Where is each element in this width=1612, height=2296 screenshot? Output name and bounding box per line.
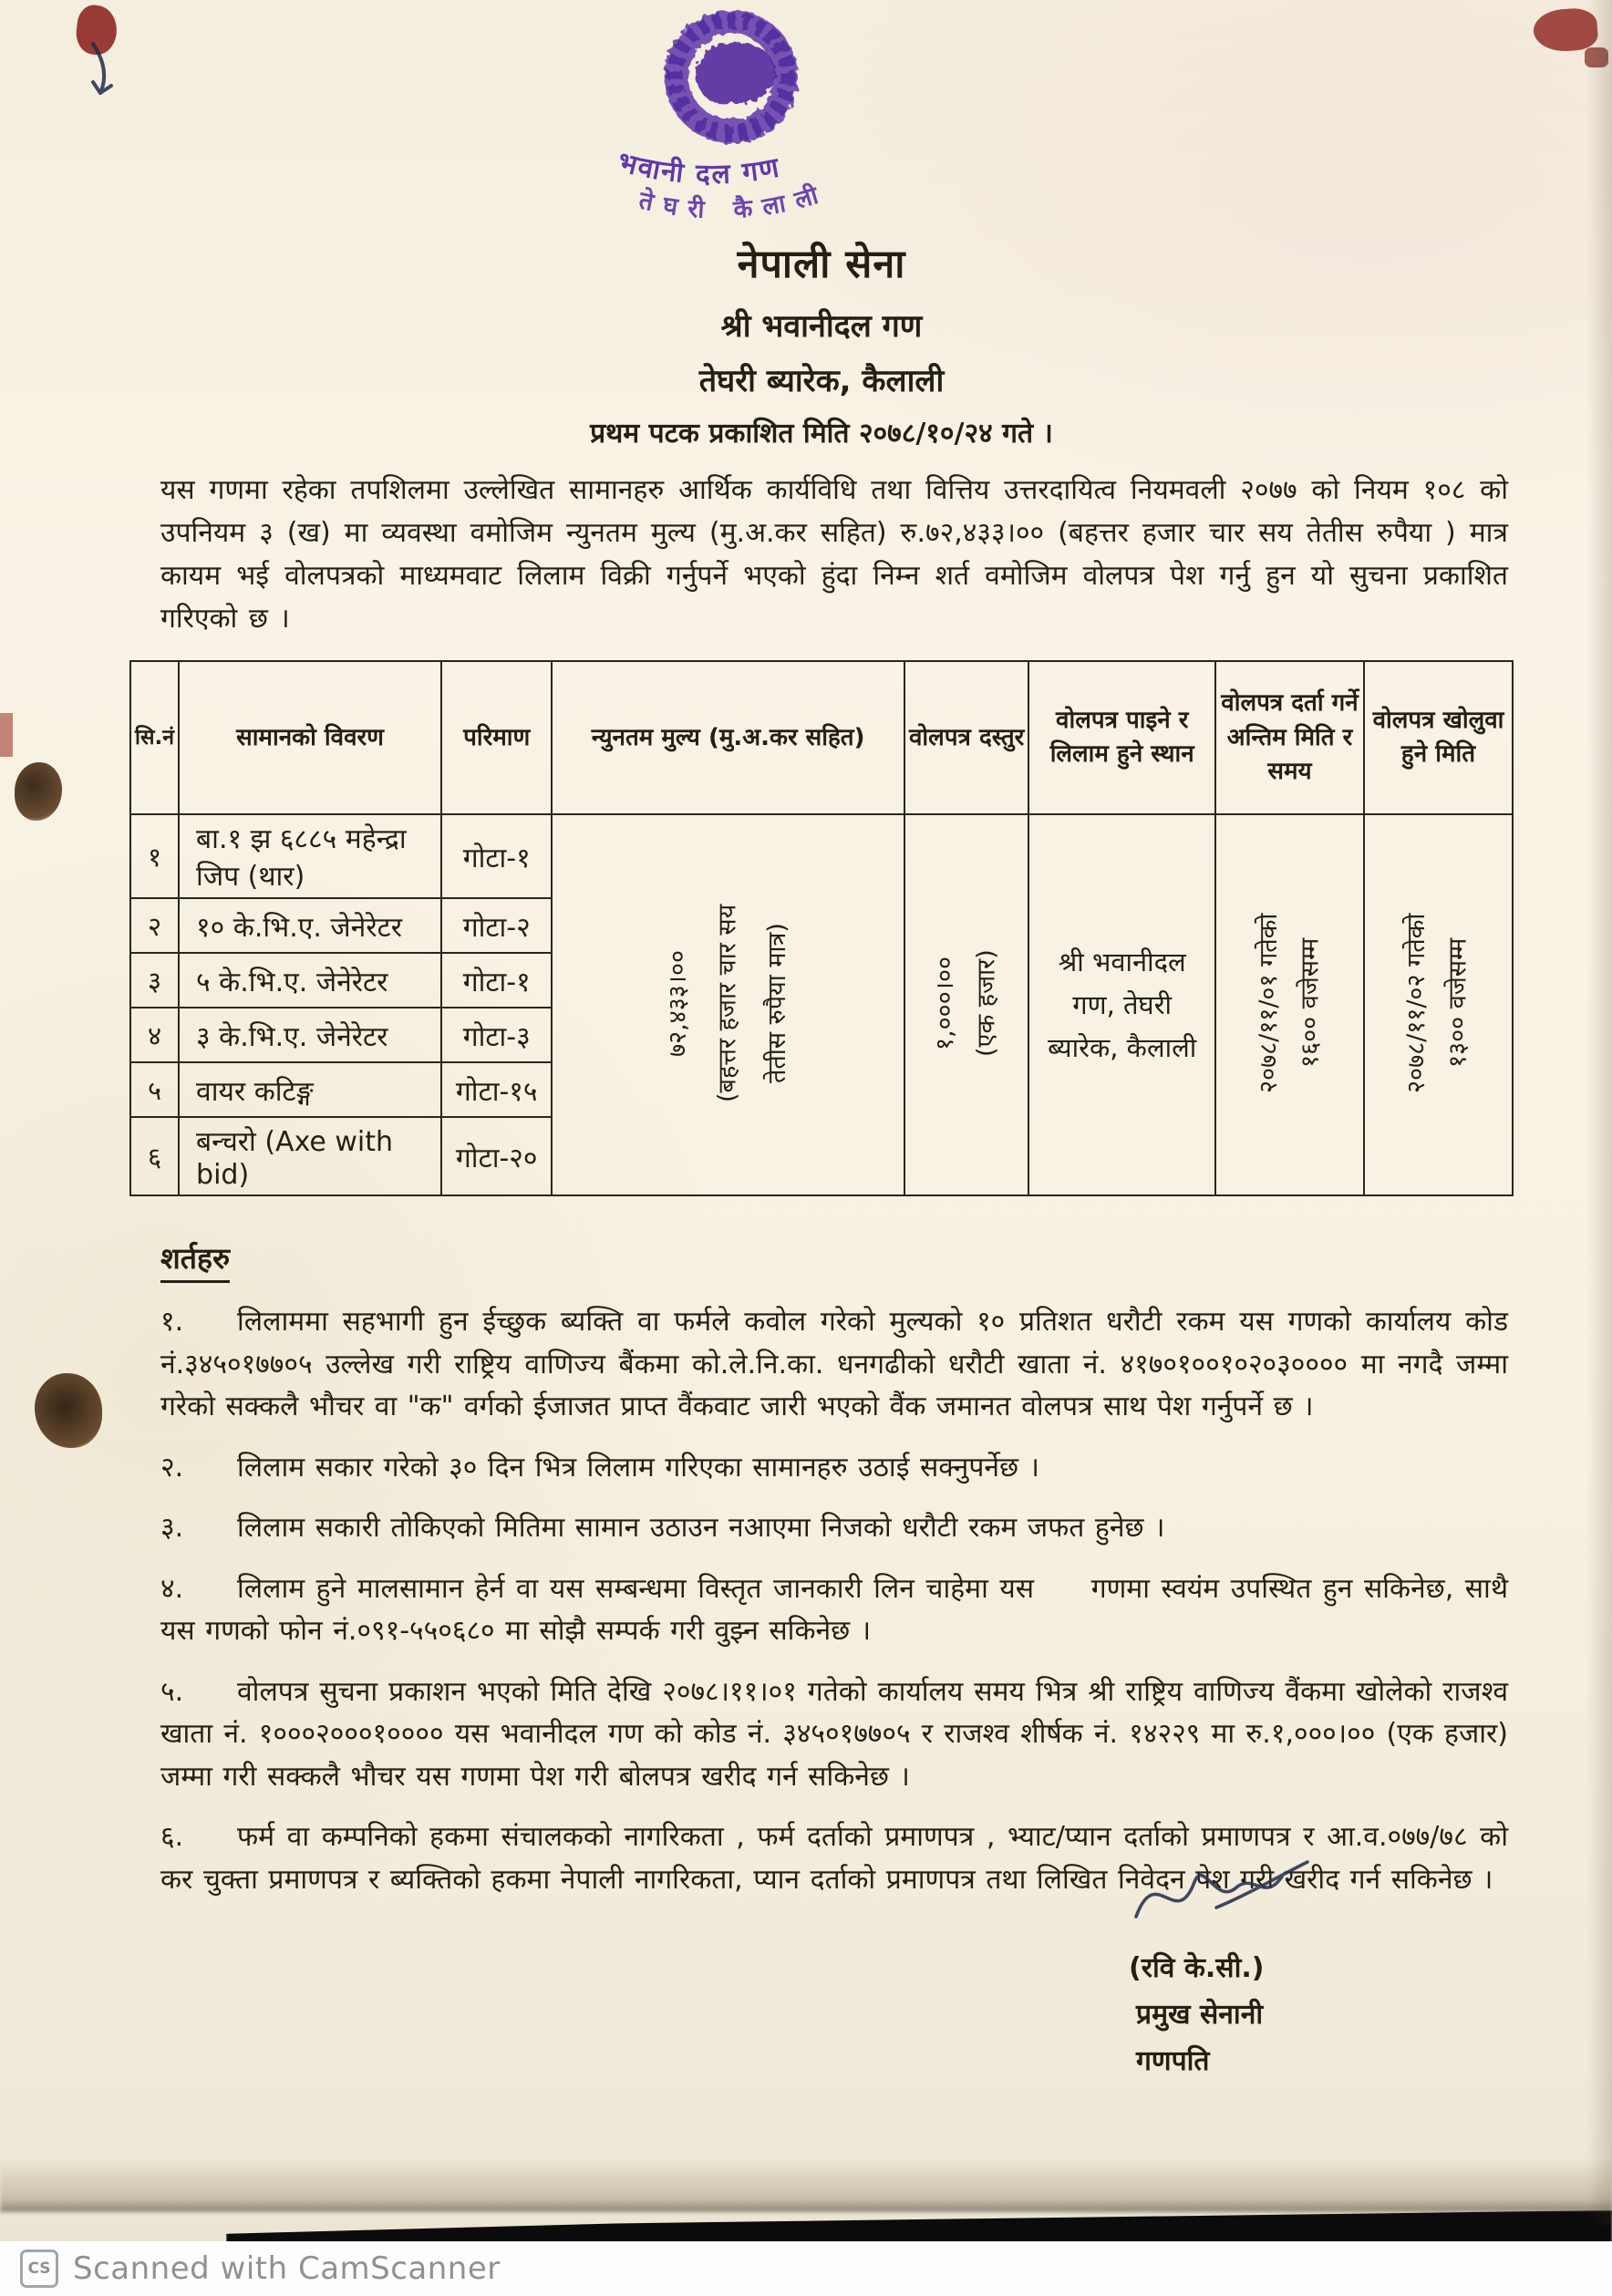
cell-sn: ५ — [130, 1062, 179, 1117]
term-text: वोलपत्र सुचना प्रकाशन भएको मिति देखि २०७८।११।०१ गतेको कार्यालय समय भित्र श्री राष्ट्रिय वाणिज्य वैंकमा खोलेको राजश्व खाता नं. १०००२०००१०००० यस भवानीदल गण को कोड नं. ३४५०१७७०५ र राजश्व शीर्षक नं. १४२२९ मा रु.१,०००।०० (एक हजार) जम्मा गरी सक्कलै भौचर यस गणमा पेश गरी बोलपत्र खरीद गर्न सकिनेछ । — [160, 1675, 1508, 1793]
seal-text-line2: तेघरी कैलाली — [636, 178, 832, 225]
table-row — [130, 814, 1513, 898]
brown-stain-left-edge — [15, 762, 62, 821]
open-date-date: २०७८/११/०२ गतेको — [1402, 913, 1431, 1094]
page-curl-shadow — [0, 2159, 1612, 2212]
cell-sn: ३ — [130, 953, 179, 1008]
cell-qty: गोटा-३ — [441, 1008, 552, 1062]
org-title: नेपाली सेना — [737, 242, 906, 287]
camscanner-text: Scanned with CamScanner — [73, 2250, 501, 2287]
cell-sn: १ — [130, 814, 179, 898]
term-item-4 — [160, 1568, 1508, 1653]
term-item-1 — [160, 1301, 1508, 1429]
cell-qty: गोटा-१५ — [441, 1062, 552, 1117]
term-number: २. — [160, 1451, 184, 1484]
min-price-amount: ७२,४३३।०० — [663, 949, 692, 1057]
cell-qty: गोटा-२० — [441, 1117, 552, 1195]
red-mark-left-edge — [0, 713, 13, 757]
brown-stain-left-edge-2 — [35, 1373, 102, 1448]
col-header-sn: सि.नं — [130, 661, 179, 814]
term-text: लिलाममा सहभागी हुन ईच्छुक ब्यक्ति वा फर्मले कवोल गरेको मुल्यको १० प्रतिशत धरौटी रकम यस गणको कार्यालय कोड नं.३४५०१७७०५ उल्लेख गरी राष्ट्रिय वाणिज्य बैंकमा को.ले.नि.का. धनगढीको धरौटी खाता नं. ४१७०१००१०२०३०००० मा नगदै जम्मा गरेको सक्कलै भौचर वा "क" वर्गको ईजाजत प्राप्त वैंकवाट जारी भएको वैंक जमानत वोलपत्र साथ पेश गर्नुपर्ने छ । — [160, 1306, 1508, 1423]
cell-qty: गोटा-१ — [441, 953, 552, 1008]
term-number: १. — [160, 1306, 184, 1339]
term-number: ४. — [160, 1572, 184, 1605]
fee-amount: १,०००।०० — [931, 956, 960, 1050]
cell-place: श्री भवानीदल गण, तेघरी ब्यारेक, कैलाली — [1028, 814, 1215, 1195]
term-number: ५. — [160, 1675, 184, 1708]
unit-title: श्री भवानीदल गण — [720, 308, 923, 345]
cell-reg-deadline — [1215, 814, 1364, 1195]
term-text: फर्म वा कम्पनिको हकमा संचालकको नागरिकता , फर्म दर्ताको प्रमाणपत्र , भ्याट/प्यान दर्ताको प्रमाणपत्र र आ.व.०७७/७८ को कर चुक्ता प्रमाणपत्र र ब्यक्तिको हकमा नेपाली नागरिकता, प्यान दर्ताको प्रमाणपत्र तथा लिखित निवेदन पेश गरी खरीद गर्न सकिनेछ । — [160, 1821, 1508, 1896]
camscanner-icon: CS — [20, 2249, 58, 2288]
col-header-fee: वोलपत्र दस्तुर — [904, 661, 1028, 814]
min-price-words-1: (बहत्तर हजार चार सय — [713, 904, 742, 1102]
col-header-open-date: वोलपत्र खोलुवा हुने मिति — [1364, 661, 1513, 814]
terms-heading: शर्तहरु — [160, 1238, 230, 1283]
terms-section — [160, 1238, 1508, 1901]
open-date-time: १३०० वजेसम्म — [1443, 938, 1472, 1069]
cell-item: ५ के.भि.ए. जेनेरेटर — [179, 953, 441, 1008]
cell-fee — [904, 814, 1028, 1195]
reg-deadline-time: १६०० वजेसम्म — [1296, 938, 1324, 1069]
cell-item: बन्चरो (Axe with bid) — [179, 1117, 441, 1195]
col-header-place: वोलपत्र पाइने र लिलाम हुने स्थान — [1028, 661, 1215, 814]
col-header-reg-deadline: वोलपत्र दर्ता गर्ने अन्तिम मिति र समय — [1215, 661, 1364, 814]
publication-date-line: प्रथम पटक प्रकाशित मिति २०७८/१०/२४ गते । — [590, 418, 1053, 450]
reg-deadline-date: २०७८/११/०१ गतेको — [1254, 913, 1283, 1094]
seal-text-line1: भवानी दल गण — [614, 146, 783, 191]
col-header-min-price: न्युनतम मुल्य (मु.अ.कर सहित) — [552, 661, 904, 814]
signatory-post: गणपति — [1136, 2045, 1210, 2077]
cell-min-price — [552, 814, 904, 1195]
red-ink-stain-top-right — [1532, 7, 1598, 54]
term-item-3 — [160, 1507, 1508, 1550]
cell-qty: गोटा-१ — [441, 814, 552, 898]
intro-paragraph: यस गणमा रहेका तपशिलमा उल्लेखित सामानहरु आर्थिक कार्यविधि तथा वित्तिय उत्तरदायित्व नियमवली २०७७ को नियम १०८ को उपनियम ३ (ख) मा व्यवस्था वमोजिम न्युनतम मुल्य (मु.अ.कर सहित) रु.७२,४३३।०० (बहत्तर हजार चार सय तेतीस रुपैया ) मात्र कायम भई वोलपत्रको माध्यमवाट लिलाम विक्री गर्नुपर्ने भएको हुंदा निम्न शर्त वमोजिम वोलपत्र पेश गर्नु हुन यो सुचना प्रकाशित गरिएको छ । — [160, 474, 1508, 636]
term-text: लिलाम हुने मालसामान हेर्न वा यस सम्बन्धमा विस्तृत जानकारी लिन चाहेमा यस गणमा स्वयंम उपस्थित हुन सकिनेछ, साथै यस गणको फोन नं.०९१-५५०६८० मा सोझै सम्पर्क गरी वुझ्न सकिनेछ । — [160, 1572, 1508, 1648]
col-header-item: सामानको विवरण — [179, 661, 441, 814]
signatory-rank: प्रमुख सेनानी — [1136, 1999, 1264, 2031]
cell-sn: २ — [130, 898, 179, 953]
signatory-name: (रवि के.सी.) — [1129, 1952, 1265, 1984]
cell-item: बा.१ झ ६८८५ महेन्द्रा जिप (थार) — [179, 814, 441, 898]
term-item-5 — [160, 1671, 1508, 1799]
term-number: ३. — [160, 1512, 184, 1545]
col-header-qty: परिमाण — [441, 661, 552, 814]
cell-open-date — [1364, 814, 1513, 1195]
min-price-words-2: तेतीस रुपैया मात्र) — [762, 923, 791, 1084]
red-ink-dot-top-right — [1585, 47, 1608, 67]
table-header-row — [130, 661, 1513, 814]
document-content — [129, 0, 1514, 1918]
cell-item: १० के.भि.ए. जेनेरेटर — [179, 898, 441, 953]
unit-location: तेघरी ब्यारेक, कैलाली — [698, 363, 945, 399]
term-text: लिलाम सकार गरेको ३० दिन भित्र लिलाम गरिएका सामानहरु उठाई सक्नुपर्नेछ । — [237, 1451, 1039, 1484]
cell-qty: गोटा-२ — [441, 898, 552, 953]
term-text: लिलाम सकारी तोकिएको मितिमा सामान उठाउन नआएमा निजको धरौटी रकम जफत हुनेछ । — [237, 1512, 1165, 1545]
auction-items-table — [129, 660, 1514, 1196]
term-number: ६. — [160, 1821, 184, 1854]
signature-block — [1129, 1851, 1402, 2078]
cell-sn: ४ — [130, 1008, 179, 1062]
term-item-2 — [160, 1447, 1508, 1490]
scan-edge-bar — [226, 2210, 1612, 2245]
cell-sn: ६ — [130, 1117, 179, 1195]
fee-words: (एक हजार) — [972, 949, 1001, 1058]
handwritten-signature — [1129, 1851, 1320, 1939]
cell-item: ३ के.भि.ए. जेनेरेटर — [179, 1008, 441, 1062]
camscanner-footer — [0, 2241, 1612, 2296]
cell-item: वायर कटिङ्ग — [179, 1062, 441, 1117]
letterhead — [166, 0, 1477, 450]
